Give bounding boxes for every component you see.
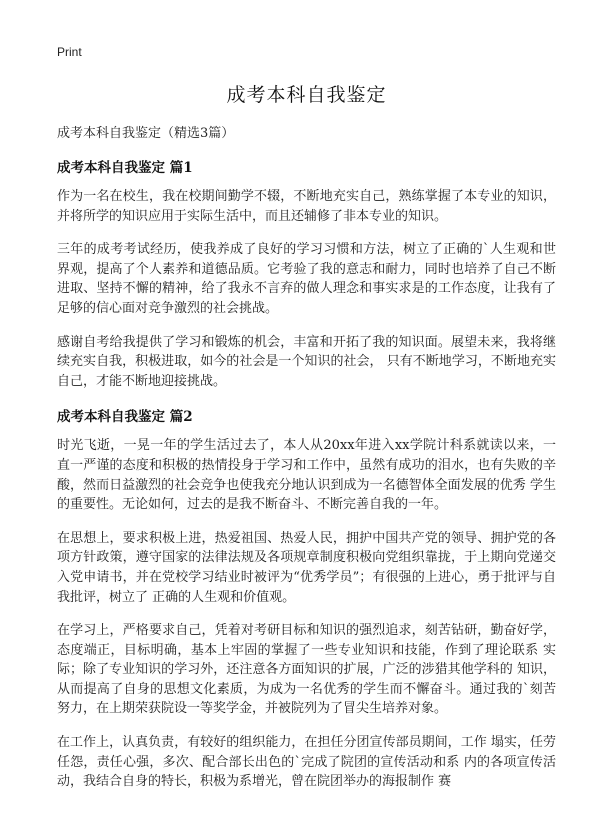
paragraph: 时光飞逝，一晃一年的学生活过去了，本人从20xx年进入xx学院计科系就读以来，一直一严谨的态度和积极的热情投身于学习和工作中，虽然有成功的泪水，也有失败的辛酸，然而日益激烈的社会竞争也使我充分地认识到成为一名德智体全面发展的优秀 学生的重要性。无论如何，过去的是我不断奋斗、不断完善自我的一年。 <box>57 438 556 513</box>
paragraph: 感谢自考给我提供了学习和锻炼的机会，丰富和开拓了我的知识面。展望未来，我将继续充实自我，积极进取，如今的社会是一个知识的社会， 只有不断地学习，不断地充实自己，才能不断地迎接挑战。 <box>57 334 556 389</box>
paragraph: 三年的成考考试经历，使我养成了良好的学习习惯和方法，树立了正确的`人生观和世界观，提高了个人素养和道德品质。它考验了我的意志和耐力，同时也培养了自己不断进取、坚持不懈的精神，给了我永不言弃的做人理念和事实求是的工作态度，让我有了足够的信心面对竞争激烈的社会挑战。 <box>57 242 556 316</box>
print-label[interactable]: Print <box>57 45 82 59</box>
section-heading: 成考本科自我鉴定 篇2 <box>57 409 193 426</box>
section-heading: 成考本科自我鉴定 篇1 <box>57 160 193 176</box>
section-2 <box>57 407 556 792</box>
paragraph: 在学习上，严格要求自己，凭着对考研目标和知识的强烈追求，刻苦钻研，勤奋好学，态度端正，目标明确，基本上牢固的掌握了一些专业知识和技能，作到了理论联系 实际；除了专业知识的学习外，还注意各方面知识的扩展，广泛的涉猎其他学科的 知识，从而提高了自身的思想文化素质，为成为一名优秀的学生而不懈奋斗。通过我的`刻苦努力，在上期荣获院设一等奖学金，并被院列为了冒尖生培养对象。 <box>57 623 556 717</box>
paragraph: 在思想上，要求积极上进，热爱祖国、热爱人民，拥护中国共产党的领导、拥护党的各项方针政策，遵守国家的法律法规及各项规章制度积极向党组织靠拢，于上期向党递交入党申请书，并在党校学习结业时被评为“优秀学员”；有很强的上进心，勇于批评与自我批评，树立了 正确的人生观和价值观。 <box>57 530 556 605</box>
document-subtitle: 成考本科自我鉴定（精选3篇） <box>57 126 235 141</box>
document-title: 成考本科自我鉴定 <box>226 84 387 106</box>
paragraph: 作为一名在校生，我在校期间勤学不辍，不断地充实自己，熟练掌握了本专业的知识，并将所学的知识应用于实际生活中，而且还辅修了非本专业的知识。 <box>57 189 556 224</box>
paragraph: 在工作上，认真负责，有较好的组织能力，在担任分团宣传部员期间，工作 塌实，任劳任怨，责任心强，多次、配合部长出色的`完成了院团的宣传活动和系 内的各项宣传活动，我结合自身的特长，积极为系增光，曾在院团举办的海报制作 赛 <box>57 735 556 790</box>
section-1 <box>57 158 556 391</box>
